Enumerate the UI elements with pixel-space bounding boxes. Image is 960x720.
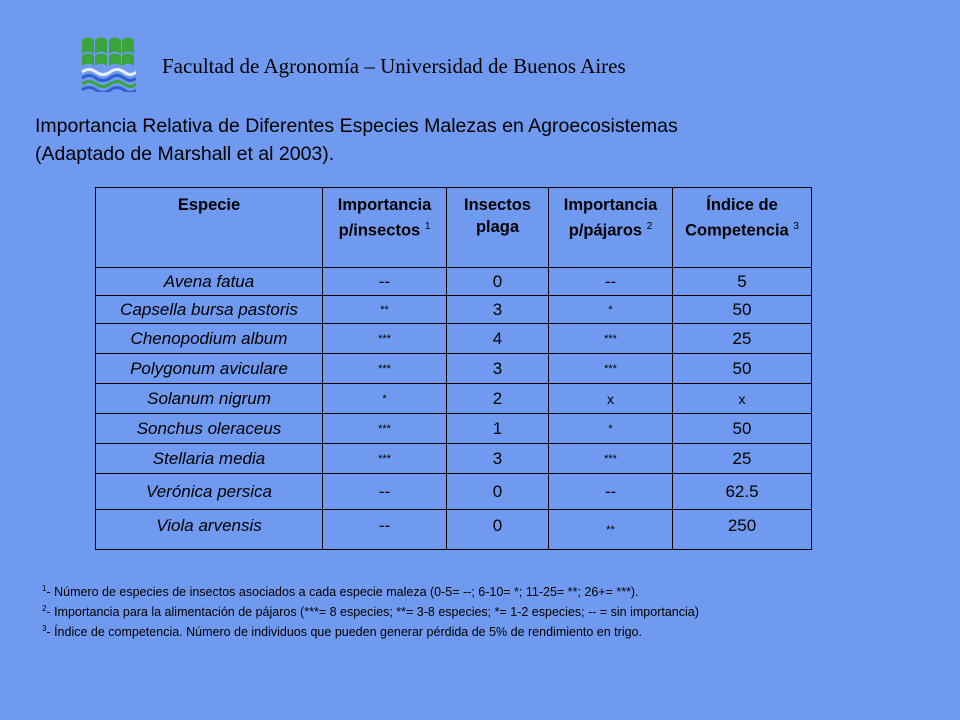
cell-pest-insects: 0 [447,474,549,510]
table-row [96,414,812,444]
cell-pest-insects: 1 [447,414,549,444]
cell-insect-importance: -- [323,474,447,510]
table-row [96,474,812,510]
footnote-1: $^1$- Número de especies de insectos asociados a cada especie maleza (0-5= --; 6-10= *; 11-25= **; 26+= ***). [42,584,639,600]
table-row [96,510,812,550]
table-row [96,324,812,354]
university-logo [80,34,136,92]
cell-bird-importance: -- [549,268,673,296]
cell-competition: 25 [673,444,812,474]
cell-species: Viola arvensis [96,510,323,550]
cell-insect-importance: *** [323,354,447,384]
cell-species: Avena fatua [96,268,323,296]
cell-insect-importance: -- [323,268,447,296]
cell-bird-importance: * [549,414,673,444]
cell-competition: 25 [673,324,812,354]
cell-competition: 250 [673,510,812,550]
header-insect-importance: Importancia p/insectos $^1$ [323,188,447,268]
cell-competition: 50 [673,414,812,444]
header-competition-index: Índice de Competencia $^3$ [673,188,812,268]
table-row [96,444,812,474]
weed-importance-table [95,187,812,550]
cell-pest-insects: 3 [447,354,549,384]
cell-insect-importance: *** [323,414,447,444]
cell-pest-insects: 0 [447,268,549,296]
cell-insect-importance: *** [323,444,447,474]
slide-title [35,112,935,168]
header-species: Especie [96,188,323,268]
cell-competition: 62.5 [673,474,812,510]
cell-species: Solanum nigrum [96,384,323,414]
cell-insect-importance: *** [323,324,447,354]
cell-species: Polygonum aviculare [96,354,323,384]
cell-competition: 50 [673,296,812,324]
cell-pest-insects: 4 [447,324,549,354]
cell-bird-importance: -- [549,474,673,510]
table-row [96,296,812,324]
cell-species: Chenopodium album [96,324,323,354]
cell-insect-importance: * [323,384,447,414]
cell-competition: 5 [673,268,812,296]
logo-waves [82,70,136,93]
table-row [96,384,812,414]
logo-leaves [82,38,134,67]
cell-bird-importance: * [549,296,673,324]
faculty-name: Facultad de Agronomía – Universidad de Buenos Aires [162,54,626,78]
table-row [96,354,812,384]
cell-pest-insects: 3 [447,296,549,324]
footnotes [42,581,868,641]
footnote-2: $^2$- Importancia para la alimentación de pájaros (***= 8 especies; **= 3-8 especies; *= 1-2 especies; -- = sin importancia) [42,604,699,620]
footnote-3: $^3$- Índice de competencia. Número de individuos que pueden generar pérdida de 5% de rendimiento en trigo. [42,624,642,640]
cell-bird-importance: *** [549,354,673,384]
cell-pest-insects: 2 [447,384,549,414]
cell-bird-importance: *** [549,324,673,354]
title-line-1: Importancia Relativa de Diferentes Especies Malezas en Agroecosistemas [35,115,678,137]
cell-bird-importance: x [549,384,673,414]
cell-bird-importance: *** [549,444,673,474]
cell-competition: 50 [673,354,812,384]
cell-insect-importance: ** [323,296,447,324]
cell-insect-importance: -- [323,510,447,550]
cell-pest-insects: 3 [447,444,549,474]
cell-pest-insects: 0 [447,510,549,550]
cell-species: Sonchus oleraceus [96,414,323,444]
cell-species: Capsella bursa pastoris [96,296,323,324]
cell-species: Verónica persica [96,474,323,510]
header-bird-importance: Importancia p/pájaros $^2$ [549,188,673,268]
table-header-row [96,188,812,268]
header-pest-insects: Insectos plaga [447,188,549,268]
title-line-2: (Adaptado de Marshall et al 2003). [35,143,335,165]
cell-species: Stellaria media [96,444,323,474]
cell-competition: x [673,384,812,414]
table-row [96,268,812,296]
cell-bird-importance: ** [549,510,673,550]
